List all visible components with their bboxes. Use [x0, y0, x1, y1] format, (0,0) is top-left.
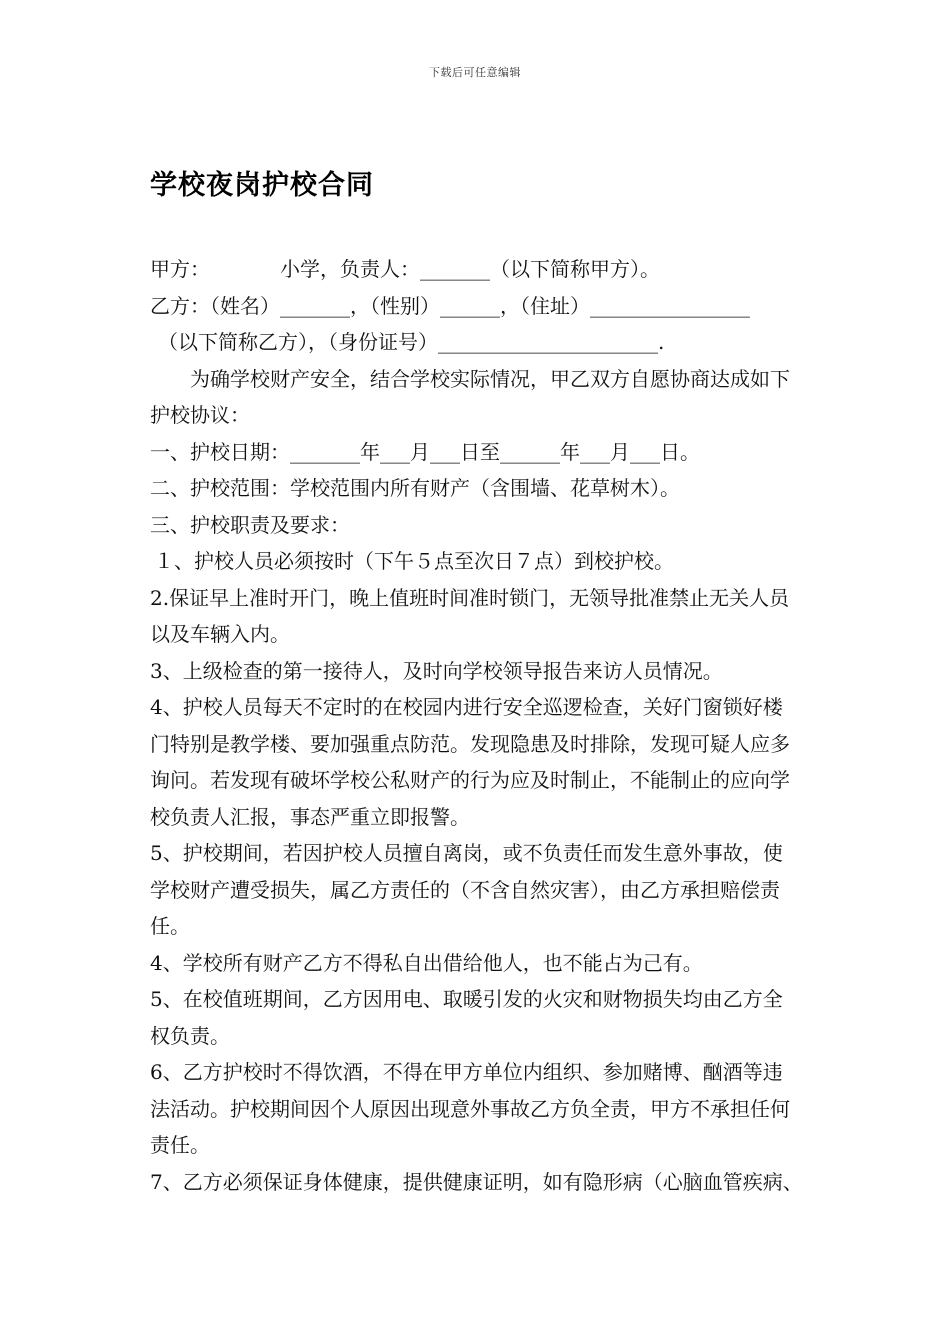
- clause-line: 任。: [150, 914, 190, 938]
- party-a-line: 甲方： 小学，负责人：_______（以下简称甲方）。: [150, 257, 660, 281]
- clause-line: 询问。若发现有破坏学校公私财产的行为应及时制止，不能制止的应向学: [150, 768, 790, 792]
- clause-line: 4、学校所有财产乙方不得私自出借给他人，也不能占为己有。: [150, 950, 703, 975]
- clause-line: 法活动。护校期间因个人原因出现意外事故乙方负全责，甲方不承担任何: [150, 1096, 790, 1121]
- clause-line: 7、乙方必须保证身体健康，提供健康证明，如有隐形病（心脑血管疾病、: [150, 1169, 803, 1194]
- document-title: 学校夜岗护校合同: [150, 170, 374, 201]
- clause-line: 5、护校期间，若因护校人员擅自离岗，或不负责任而发生意外事故，使: [150, 841, 783, 865]
- clause-line: 6、乙方护校时不得饮酒，不得在甲方单位内组织、参加赌博、酗酒等违: [150, 1060, 783, 1084]
- clause-line: 3、上级检查的第一接待人，及时向学校领导报告来访人员情况。: [150, 658, 723, 683]
- clause-line: 2.保证早上准时开门，晚上值班时间准时锁门，无领导批准禁止无关人员: [150, 585, 790, 610]
- clause-line: 学校财产遭受损失，属乙方责任的（不含自然灾害），由乙方承担赔偿责: [150, 877, 780, 902]
- clause-line: 以及车辆入内。: [150, 622, 290, 646]
- party-b-id-line: （以下简称乙方），（身份证号）______________________.: [158, 330, 665, 354]
- preamble-line: 为确学校财产安全，结合学校实际情况，甲乙双方自愿协商达成如下: [190, 366, 790, 391]
- clause-line: 校负责人汇报，事态严重立即报警。: [150, 804, 470, 829]
- party-b-line: 乙方：（姓名）_______，（性别）______，（住址）________________: [150, 293, 750, 318]
- clause-line: 门特别是教学楼、要加强重点防范。发现隐患及时排除，发现可疑人应多: [150, 731, 790, 756]
- section-duties-heading: 三、护校职责及要求：: [150, 512, 350, 537]
- clause-line: 责任。: [150, 1133, 210, 1157]
- clause-line: 权负责。: [150, 1023, 230, 1048]
- section-scope: 二、护校范围：学校范围内所有财产（含围墙、花草树木）。: [150, 476, 680, 500]
- page-header: 下载后可任意编辑: [429, 66, 521, 79]
- section-date: 一、护校日期：_______年___月___日至______年___月___日。: [150, 439, 700, 464]
- clause-line: 4、护校人员每天不定时的在校园内进行安全巡逻检查，关好门窗锁好楼: [150, 695, 783, 719]
- clause-line: １、护校人员必须按时（下午５点至次日７点）到校护校。: [154, 549, 674, 573]
- preamble-line: 护校协议：: [150, 403, 250, 427]
- clause-line: 5、在校值班期间，乙方因用电、取暖引发的火灾和财物损失均由乙方全: [150, 987, 783, 1011]
- contract-body: [150, 251, 888, 1200]
